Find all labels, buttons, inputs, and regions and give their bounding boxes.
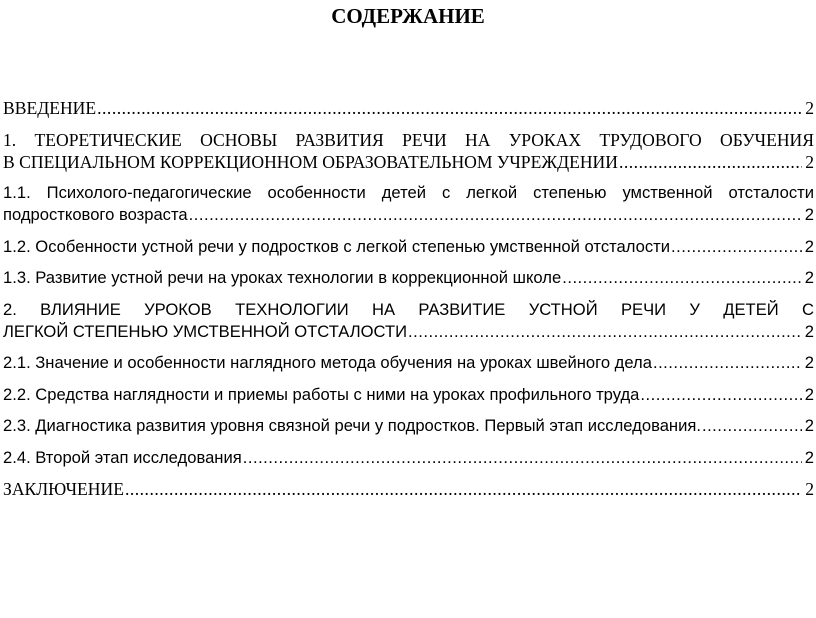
toc-entry-label: 2.3. Диагностика развития уровня связной речи у подростков. Первый этап исследования. <box>3 416 701 435</box>
toc-leader-dots <box>653 352 802 374</box>
toc-entry-label-line-1: 1.1. Психолого-педагогические особенности детей с легкой степенью умственной отсталости <box>3 183 814 202</box>
toc-page-number: 2 <box>804 236 814 256</box>
toc-entry-section-1-2[interactable] <box>3 236 814 258</box>
toc-leader-dots <box>125 478 802 500</box>
toc-entry-section-1-1[interactable] <box>3 182 814 226</box>
toc-entry-label: 2.2. Средства наглядности и приемы работы с ними на уроках профильного труда <box>3 384 640 404</box>
toc-entry-chapter-2[interactable] <box>3 299 814 343</box>
toc-leader-dots <box>671 236 802 258</box>
toc-entry-section-2-3[interactable] <box>3 415 814 437</box>
page-title: СОДЕРЖАНИЕ <box>331 4 485 28</box>
toc-entry-label-line-1: 2. ВЛИЯНИЕ УРОКОВ ТЕХНОЛОГИИ НА РАЗВИТИЕ УСТНОЙ РЕЧИ У ДЕТЕЙ С <box>3 299 814 319</box>
toc-entry-section-2-1[interactable] <box>3 352 814 374</box>
toc-entry-label: 2.1. Значение и особенности наглядного метода обучения на уроках швейного дела <box>3 353 652 372</box>
toc-leader-dots <box>619 151 802 173</box>
toc-entry-section-2-4[interactable] <box>3 447 814 469</box>
toc-leader-dots <box>640 384 801 406</box>
table-of-contents <box>3 97 814 510</box>
toc-leader-dots <box>189 204 802 226</box>
toc-entry-label: ЗАКЛЮЧЕНИЕ <box>3 479 124 499</box>
toc-page-number: 2 <box>804 416 814 435</box>
toc-page-number: 2 <box>804 353 814 372</box>
toc-entry-label-line-2: подросткового возраста <box>3 205 188 224</box>
toc-entry-conclusion[interactable] <box>3 478 814 500</box>
toc-entry-label-line-2: ЛЕГКОЙ СТЕПЕНЬЮ УМСТВЕННОЙ ОТСТАЛОСТИ <box>3 321 408 341</box>
toc-leader-dots <box>702 415 802 437</box>
toc-entry-label: 2.4. Второй этап исследования <box>3 447 242 467</box>
toc-entry-section-2-2[interactable] <box>3 384 814 406</box>
toc-entry-label: 1.3. Развитие устной речи на уроках технологии в коррекционной школе <box>3 268 562 287</box>
toc-page-number: 2 <box>804 205 814 224</box>
toc-entry-label: 1.2. Особенности устной речи у подростков с легкой степенью умственной отсталости <box>3 236 671 256</box>
toc-entry-section-1-3[interactable] <box>3 267 814 289</box>
toc-page-number: 2 <box>805 151 814 172</box>
toc-leader-dots <box>408 321 802 343</box>
toc-leader-dots <box>562 267 802 289</box>
toc-page-number: 2 <box>804 268 814 287</box>
toc-entry-label-line-1: 1. ТЕОРЕТИЧЕСКИЕ ОСНОВЫ РАЗВИТИЯ РЕЧИ НА УРОКАХ ТРУДОВОГО ОБУЧЕНИЯ <box>3 129 814 150</box>
toc-page-number: 2 <box>804 321 814 341</box>
toc-leader-dots <box>97 97 802 119</box>
toc-page-number: 2 <box>804 447 814 467</box>
toc-entry-label-line-2: В СПЕЦИАЛЬНОМ КОРРЕКЦИОННОМ ОБРАЗОВАТЕЛЬНОМ УЧРЕЖДЕНИИ <box>3 151 618 172</box>
toc-entry-introduction[interactable] <box>3 97 814 119</box>
toc-page-number: 2 <box>805 479 814 499</box>
toc-page-number: 2 <box>804 384 814 404</box>
toc-entry-label: ВВЕДЕНИЕ <box>3 98 97 118</box>
toc-entry-chapter-1[interactable] <box>3 129 814 173</box>
toc-leader-dots <box>243 447 802 469</box>
toc-page-number: 2 <box>805 98 814 118</box>
